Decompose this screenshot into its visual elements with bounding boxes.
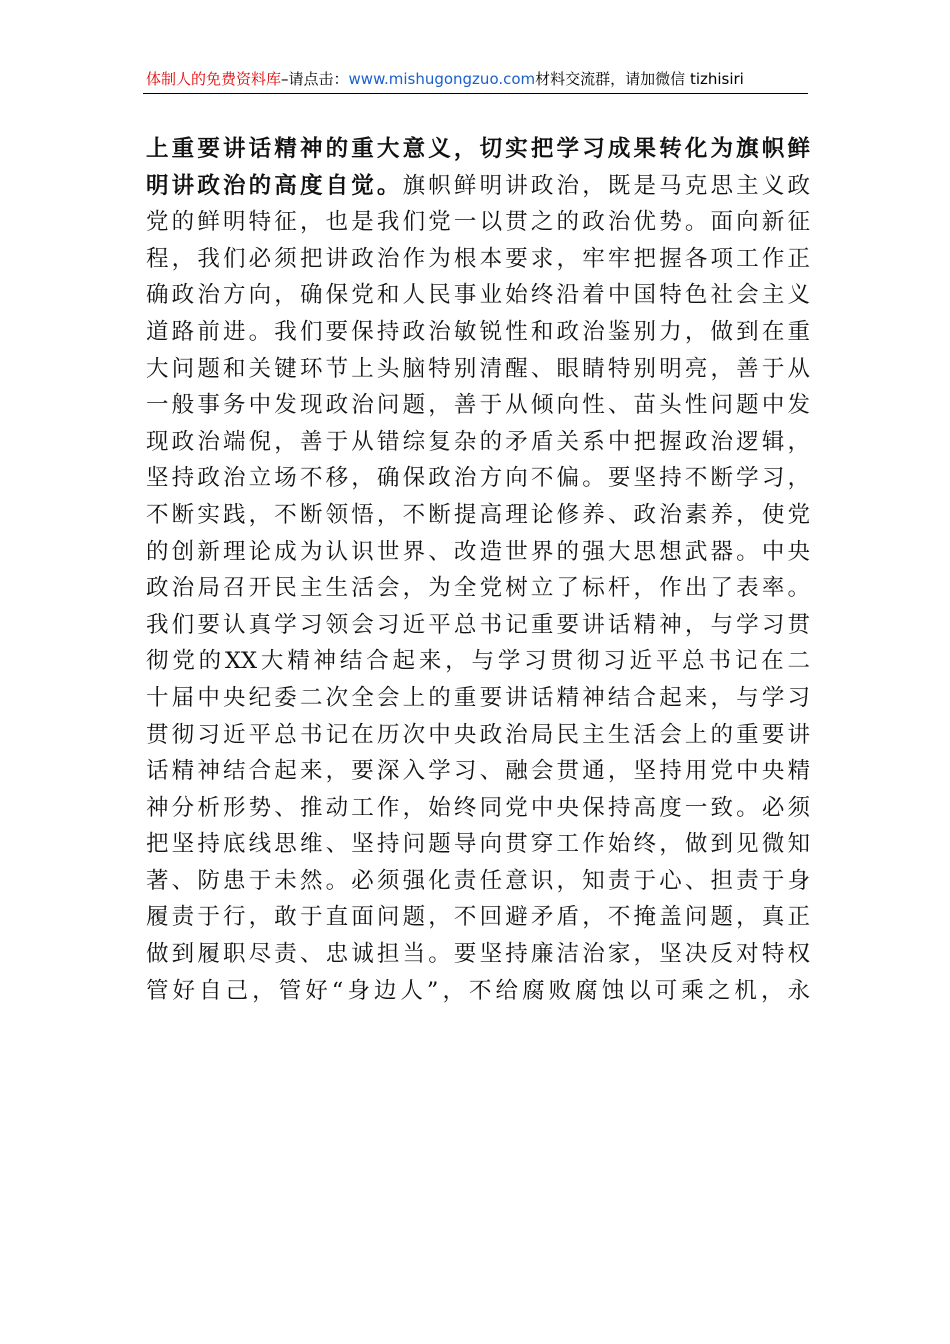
line-text: 一般事务中发现政治问题，善于从倾向性、苗头性问题中发 bbox=[146, 392, 810, 419]
body-text bbox=[146, 131, 810, 1009]
line-text: 履责于行，敢于直面问题，不回避矛盾，不掩盖问题，真正 bbox=[146, 904, 810, 931]
line-text: 党的鲜明特征，也是我们党一以贯之的政治优势。面向新征 bbox=[146, 209, 810, 236]
body-line bbox=[146, 534, 810, 571]
body-line bbox=[146, 204, 810, 241]
header-suffix: 材料交流群，请加微信 tizhisiri bbox=[535, 70, 744, 88]
body-line bbox=[146, 570, 810, 607]
line-text: 政治局召开民主生活会，为全党树立了标杆，作出了表率。 bbox=[146, 575, 810, 602]
body-line bbox=[146, 424, 810, 461]
body-line bbox=[146, 936, 810, 973]
page-header bbox=[146, 68, 806, 90]
line-text: 道路前进。我们要保持政治敏锐性和政治鉴别力，做到在重 bbox=[146, 318, 810, 345]
line-text: 做到履职尽责、忠诚担当。要坚持廉洁治家，坚决反对特权 bbox=[146, 941, 810, 968]
line-text: 确政治方向，确保党和人民事业始终沿着中国特色社会主义 bbox=[146, 282, 810, 309]
line-text: 神分析形势、推动工作，始终同党中央保持高度一致。必须 bbox=[146, 794, 810, 821]
body-line bbox=[146, 863, 810, 900]
body-line bbox=[146, 790, 810, 827]
body-line bbox=[146, 753, 810, 790]
line-text: 程，我们必须把讲政治作为根本要求，牢牢把握各项工作正 bbox=[146, 245, 810, 272]
body-line bbox=[146, 826, 810, 863]
line-text: 彻党的XX大精神结合起来，与学习贯彻习近平总书记在二 bbox=[146, 648, 810, 675]
body-line bbox=[146, 643, 810, 680]
header-divider bbox=[143, 93, 808, 94]
line-text: 话精神结合起来，要深入学习、融会贯通，坚持用党中央精 bbox=[146, 758, 810, 785]
body-line bbox=[146, 973, 810, 1010]
line-text: 我们要认真学习领会习近平总书记重要讲话精神，与学习贯 bbox=[146, 611, 810, 638]
line-text: 管好自己，管好“身边人”，不给腐败腐蚀以可乘之机，永 bbox=[146, 977, 810, 1004]
line-text: 的创新理论成为认识世界、改造世界的强大思想武器。中央 bbox=[146, 538, 810, 565]
line-text: 十届中央纪委二次全会上的重要讲话精神结合起来，与学习 bbox=[146, 684, 810, 711]
bold-phrase: 上重要讲话精神的重大意义，切实把学习成果转化为旗帜鲜 bbox=[146, 136, 810, 162]
line-text: 现政治端倪，善于从错综复杂的矛盾关系中把握政治逻辑， bbox=[146, 428, 810, 455]
line-text: 著、防患于未然。必须强化责任意识，知责于心、担责于身 bbox=[146, 867, 810, 894]
line-text: 坚持政治立场不移，确保政治方向不偏。要坚持不断学习， bbox=[146, 465, 810, 492]
body-line bbox=[146, 277, 810, 314]
body-line bbox=[146, 387, 810, 424]
body-line bbox=[146, 131, 810, 168]
body-line bbox=[146, 899, 810, 936]
header-url-link[interactable]: www.mishugongzuo.com bbox=[348, 70, 536, 88]
body-line bbox=[146, 351, 810, 388]
body-line bbox=[146, 314, 810, 351]
line-text: 把坚持底线思维、坚持问题导向贯穿工作始终，做到见微知 bbox=[146, 831, 810, 858]
line-text: 贯彻习近平总书记在历次中央政治局民主生活会上的重要讲 bbox=[146, 721, 810, 748]
body-line bbox=[146, 680, 810, 717]
body-line bbox=[146, 607, 810, 644]
line-text: 大问题和关键环节上头脑特别清醒、眼睛特别明亮，善于从 bbox=[146, 355, 810, 382]
line-text: 不断实践，不断领悟，不断提高理论修养、政治素养，使党 bbox=[146, 501, 810, 528]
body-line bbox=[146, 717, 810, 754]
line-text: 旗帜鲜明讲政治，既是马克思主义政 bbox=[402, 172, 810, 199]
body-line bbox=[146, 497, 810, 534]
bold-phrase: 明讲政治的高度自觉。 bbox=[146, 172, 403, 199]
body-line bbox=[146, 241, 810, 278]
header-brand[interactable]: 体制人的免费资料库 bbox=[146, 70, 282, 88]
header-prompt: –请点击： bbox=[281, 70, 349, 88]
body-line bbox=[146, 460, 810, 497]
body-line bbox=[146, 168, 810, 205]
